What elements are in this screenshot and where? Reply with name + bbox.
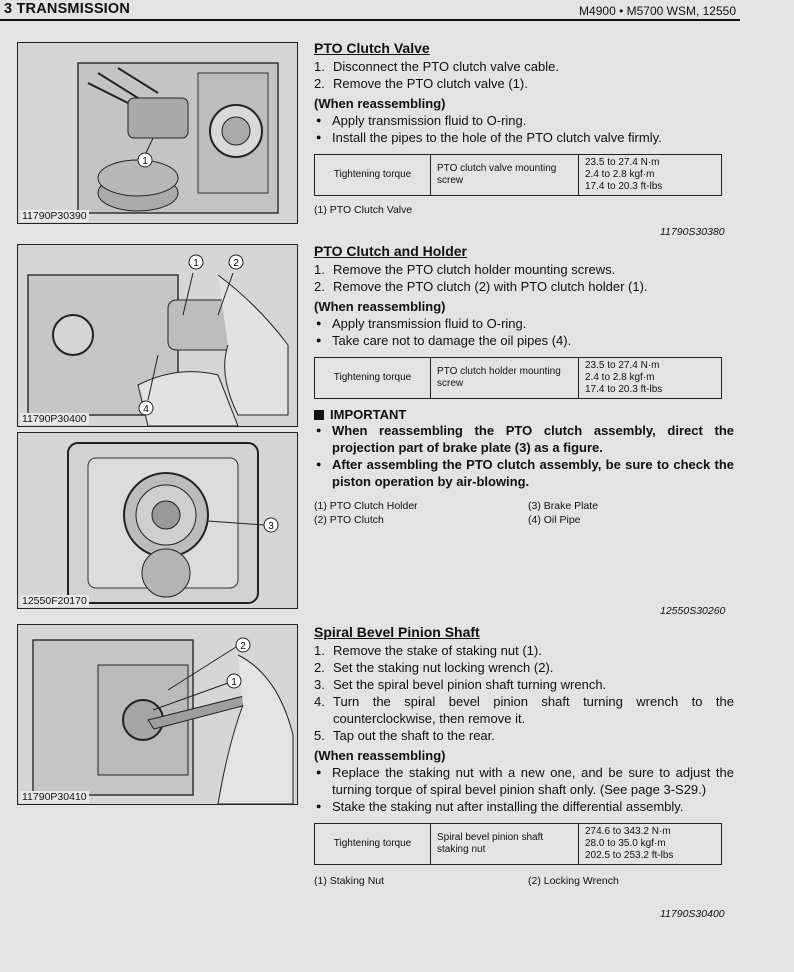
torque-item: PTO clutch valve mounting screw bbox=[431, 155, 579, 196]
torque-table bbox=[314, 357, 722, 399]
reassembling-list bbox=[314, 764, 734, 815]
reassembling-heading: (When reassembling) bbox=[314, 299, 446, 314]
reassembling-list bbox=[314, 315, 734, 349]
torque-label: Tightening torque bbox=[315, 824, 431, 865]
reference-code: 12550S30260 bbox=[660, 605, 726, 617]
torque-table bbox=[314, 823, 722, 865]
reassembling-list bbox=[314, 112, 734, 146]
section-heading: Spiral Bevel Pinion Shaft bbox=[314, 624, 480, 640]
section-heading: PTO Clutch and Holder bbox=[314, 243, 467, 259]
step: 3. Set the spiral bevel pinion shaft turning wrench. bbox=[314, 677, 607, 692]
callout-1: 1 bbox=[142, 156, 148, 167]
important-list bbox=[314, 422, 734, 490]
header-rule bbox=[0, 19, 740, 21]
important-bullet: ● When reassembling the PTO clutch assembly, direct the projection part of brake plate (3) as a figure. bbox=[314, 422, 734, 456]
torque-item: Spiral bevel pinion shaft staking nut bbox=[431, 824, 579, 865]
bullet: ● Stake the staking nut after installing the differential assembly. bbox=[314, 798, 734, 815]
step: 2. Set the staking nut locking wrench (2). bbox=[314, 660, 554, 675]
callout-4: 4 bbox=[143, 404, 149, 415]
legend: (1) PTO Clutch Holder (2) PTO Clutch (3) Brake Plate (4) Oil Pipe bbox=[314, 500, 599, 526]
step: 5. Tap out the shaft to the rear. bbox=[314, 728, 495, 743]
important-block bbox=[314, 407, 734, 490]
torque-item: PTO clutch holder mounting screw bbox=[431, 358, 579, 399]
important-bullet: ● After assembling the PTO clutch assembly, be sure to check the piston operation by air-blowing. bbox=[314, 456, 734, 490]
section-pto-clutch-holder bbox=[314, 243, 734, 528]
bullet: ● Install the pipes to the hole of the PTO clutch valve firmly. bbox=[314, 129, 734, 146]
reassembling-heading: (When reassembling) bbox=[314, 748, 446, 763]
step: 1. Remove the PTO clutch holder mounting screws. bbox=[314, 262, 616, 277]
figure-id: 11790P30400 bbox=[22, 413, 87, 425]
section-spiral-bevel-pinion-shaft bbox=[314, 624, 734, 889]
bullet: ● Apply transmission fluid to O-ring. bbox=[314, 112, 734, 129]
figure-pto-clutch-holder bbox=[17, 244, 298, 427]
steps-list bbox=[314, 261, 734, 295]
step: 4. Turn the spiral bevel pinion shaft turning wrench to the counterclockwise, then remove it. bbox=[314, 694, 734, 726]
step: 1. Disconnect the PTO clutch valve cable. bbox=[314, 59, 559, 74]
transmission-illustration bbox=[18, 43, 297, 223]
step: 1. Remove the stake of staking nut (1). bbox=[314, 643, 542, 658]
callout-2: 2 bbox=[233, 258, 239, 269]
step: 2. Remove the PTO clutch valve (1). bbox=[314, 76, 528, 91]
callout-1: 1 bbox=[231, 677, 237, 688]
steps-list bbox=[314, 642, 734, 744]
bullet: ● Replace the staking nut with a new one, and be sure to adjust the turning torque of spiral bevel pinion shaft only. (See page 3-S29.) bbox=[314, 764, 734, 798]
figure-pto-clutch-valve bbox=[17, 42, 298, 224]
reference-code: 11790S30380 bbox=[660, 226, 725, 238]
steps-list bbox=[314, 58, 734, 92]
torque-table bbox=[314, 154, 722, 196]
step: 2. Remove the PTO clutch (2) with PTO clutch holder (1). bbox=[314, 279, 648, 294]
callout-2: 2 bbox=[240, 641, 246, 652]
figure-brake-plate bbox=[17, 432, 298, 609]
section-heading: PTO Clutch Valve bbox=[314, 40, 430, 56]
legend: (1) PTO Clutch Valve bbox=[314, 204, 413, 216]
brake-plate-illustration bbox=[18, 433, 297, 608]
legend: (1) Staking Nut (2) Locking Wrench bbox=[314, 875, 619, 887]
figure-id: 12550F20170 bbox=[22, 595, 87, 607]
torque-values: 23.5 to 27.4 N·m 2.4 to 2.8 kgf·m 17.4 to 20.3 ft-lbs bbox=[579, 155, 722, 196]
bullet: ● Take care not to damage the oil pipes (4). bbox=[314, 332, 734, 349]
pinion-shaft-illustration bbox=[18, 625, 297, 804]
figure-id: 11790P30390 bbox=[22, 210, 87, 222]
clutch-holder-illustration bbox=[18, 245, 297, 426]
figure-spiral-bevel-pinion bbox=[17, 624, 298, 805]
torque-values: 23.5 to 27.4 N·m 2.4 to 2.8 kgf·m 17.4 to 20.3 ft-lbs bbox=[579, 358, 722, 399]
reassembling-heading: (When reassembling) bbox=[314, 96, 446, 111]
figure-id: 11790P30410 bbox=[22, 791, 87, 803]
torque-label: Tightening torque bbox=[315, 155, 431, 196]
section-pto-clutch-valve bbox=[314, 40, 734, 216]
torque-values: 274.6 to 343.2 N·m 28.0 to 35.0 kgf·m 202.5 to 253.2 ft-lbs bbox=[579, 824, 722, 865]
callout-1: 1 bbox=[193, 258, 199, 269]
section-title: 3 TRANSMISSION bbox=[4, 1, 131, 17]
torque-label: Tightening torque bbox=[315, 358, 431, 399]
reference-code: 11790S30400 bbox=[660, 908, 725, 920]
important-heading: IMPORTANT bbox=[314, 407, 734, 422]
manual-id: M4900 • M5700 WSM, 12550 bbox=[579, 4, 736, 18]
bullet: ● Apply transmission fluid to O-ring. bbox=[314, 315, 734, 332]
callout-3: 3 bbox=[268, 521, 274, 532]
